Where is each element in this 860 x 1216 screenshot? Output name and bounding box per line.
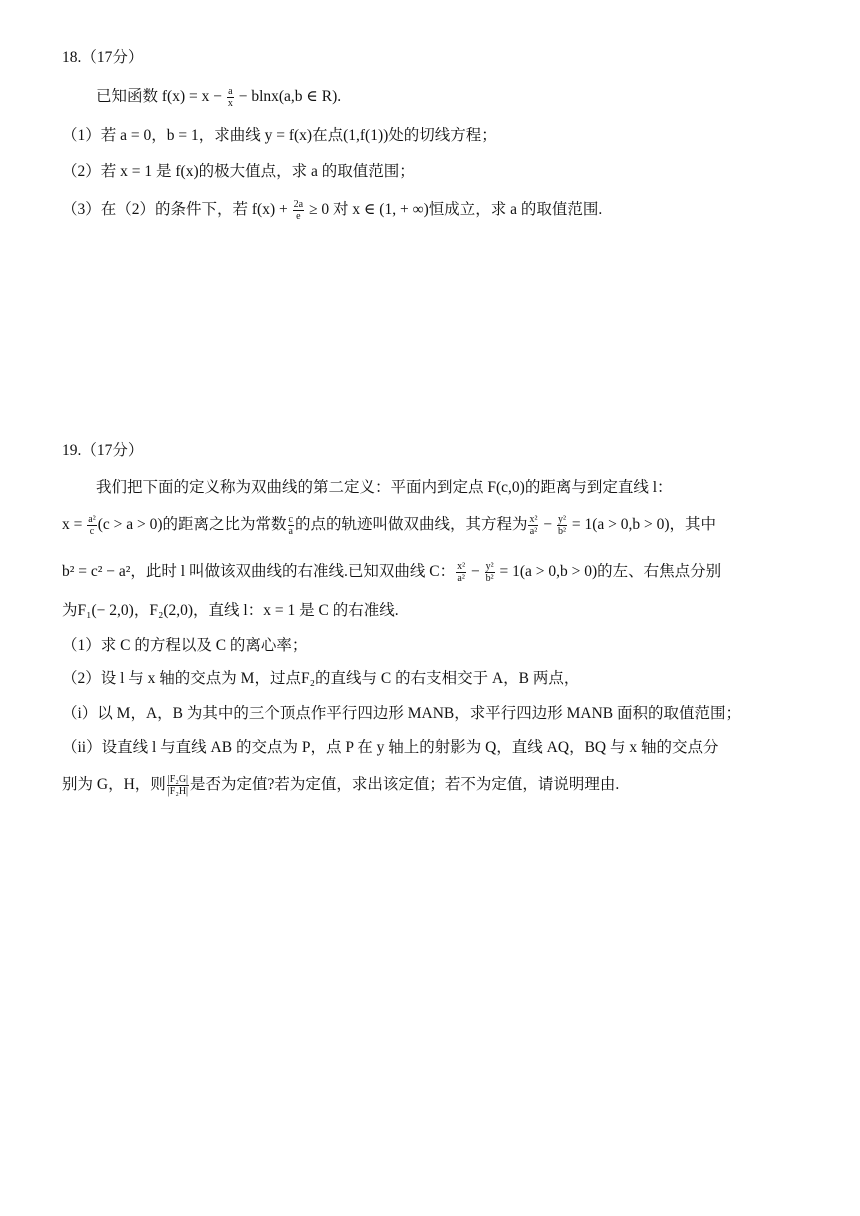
q19-line2-frac3-den: a² bbox=[529, 526, 538, 537]
q19-line2-frac2-num: c bbox=[288, 514, 293, 525]
q19-line2-fraction-4 bbox=[557, 514, 567, 537]
q19-last-text-a: 别为 G，H，则 bbox=[62, 776, 166, 794]
q19-heading: 19.（17分） bbox=[62, 442, 144, 459]
q19-line2-frac4-num: y² bbox=[557, 514, 566, 525]
q19-line2-frac2-den: a bbox=[288, 526, 293, 537]
q19-line2-text-a: x = bbox=[62, 516, 87, 534]
q19-line2-fraction-1 bbox=[87, 514, 96, 537]
q18-part3-text-b: ≥ 0 对 x ∈ (1, + ∞)恒成立，求 a 的取值范围. bbox=[305, 201, 603, 219]
q19-line3-fraction-1 bbox=[456, 561, 466, 584]
q19-line2-fraction-3 bbox=[528, 514, 538, 537]
q19-line2-text-d: = 1(a > 0,b > 0)，其中 bbox=[567, 516, 717, 534]
q18-part3-frac-num: 2a bbox=[293, 199, 304, 210]
q18-part2: （2）若 x = 1 是 f(x)的极大值点，求 a 的取值范围； bbox=[62, 163, 415, 180]
q19-line2-fraction-2 bbox=[288, 514, 294, 537]
q18-intro bbox=[96, 86, 341, 109]
q19-line2-frac3-num: x² bbox=[529, 514, 538, 525]
q19-line2-text-c: 的点的轨迹叫做双曲线，其方程为 bbox=[294, 516, 528, 534]
q19-line2-frac1-num: a² bbox=[88, 514, 96, 525]
q19-line3-frac2-den: b² bbox=[485, 573, 494, 584]
q18-part1: （1）若 a = 0，b = 1，求曲线 y = f(x)在点(1,f(1))处的切线方程； bbox=[62, 127, 497, 144]
q18-intro-text-b: − blnx(a,b ∈ R). bbox=[234, 88, 342, 106]
q18-intro-fraction bbox=[227, 86, 234, 109]
q18-intro-text-a: 已知函数 f(x) = x − bbox=[96, 88, 226, 106]
q18-intro-frac-den: x bbox=[227, 98, 233, 109]
q19-last-line bbox=[62, 774, 619, 797]
q19-line4: 为F₁(− 2,0)，F₂(2,0)，直线 l：x = 1 是 C 的右准线. bbox=[62, 602, 399, 619]
q19-part2: （2）设 l 与 x 轴的交点为 M，过点F₂的直线与 C 的右支相交于 A，B 两点， bbox=[62, 670, 580, 687]
q19-line2 bbox=[62, 514, 716, 537]
q19-line3-frac1-den: a² bbox=[457, 573, 465, 584]
q19-line3-text-b: = 1(a > 0,b > 0)的左、右焦点分别 bbox=[495, 563, 722, 581]
q18-heading: 18.（17分） bbox=[62, 49, 144, 66]
q18-part3 bbox=[62, 199, 602, 222]
q19-line2-frac4-den: b² bbox=[557, 526, 566, 537]
q19-part2-ii: （ii）设直线 l 与直线 AB 的交点为 P，点 P 在 y 轴上的射影为 Q，直线 AQ，BQ 与 x 轴的交点分 bbox=[62, 739, 719, 756]
q19-ratio-num: |F₂G| bbox=[167, 774, 189, 785]
q19-line3-frac1-num: x² bbox=[457, 561, 466, 572]
q18-intro-frac-num: a bbox=[228, 86, 233, 97]
q19-line3-fraction-2 bbox=[485, 561, 495, 584]
q19-line2-minus: − bbox=[539, 516, 556, 534]
q19-line3-text-a: b² = c² − a²，此时 l 叫做该双曲线的右准线.已知双曲线 C： bbox=[62, 563, 456, 581]
q19-line3-minus: − bbox=[467, 563, 484, 581]
q19-line2-frac1-den: c bbox=[89, 526, 95, 537]
q18-part3-fraction bbox=[293, 199, 304, 222]
q19-part1: （1）求 C 的方程以及 C 的离心率； bbox=[62, 637, 308, 654]
q19-ratio-den: |F₂H| bbox=[167, 786, 189, 797]
q18-part3-frac-den: e bbox=[296, 211, 301, 222]
q18-part3-text-a: （3）在（2）的条件下，若 f(x) + bbox=[62, 201, 292, 219]
q19-part2-i: （i）以 M，A，B 为其中的三个顶点作平行四边形 MANB，求平行四边形 MANB 面积的取值范围； bbox=[62, 705, 742, 722]
q19-ratio-fraction bbox=[167, 774, 189, 797]
q19-line1: 我们把下面的定义称为双曲线的第二定义：平面内到定点 F(c,0)的距离与到定直线 l： bbox=[96, 479, 673, 496]
q19-line3-frac2-num: y² bbox=[485, 561, 494, 572]
q19-last-text-b: 是否为定值?若为定值，求出该定值；若不为定值，请说明理由. bbox=[190, 776, 620, 794]
q19-line2-text-b: (c > a > 0)的距离之比为常数 bbox=[97, 516, 287, 534]
q19-line3 bbox=[62, 561, 721, 584]
